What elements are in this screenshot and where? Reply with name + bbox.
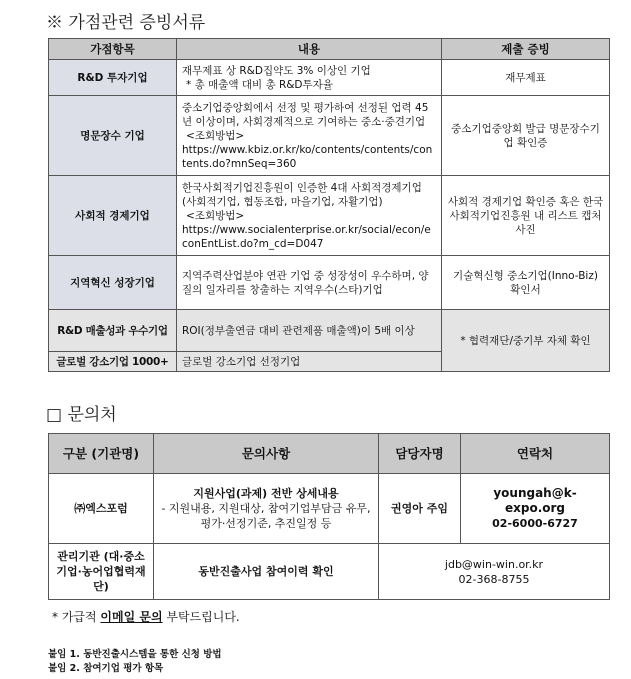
item-cell: 지역혁신 성장기업	[49, 256, 177, 310]
contact-cell	[379, 544, 610, 600]
lookup-url[interactable]: https://www.kbiz.or.kr/ko/contents/contents/contents.do?mnSeq=360	[182, 143, 433, 170]
table-row	[49, 310, 610, 352]
content-cell: 글로벌 강소기업 선정기업	[177, 352, 442, 372]
manager-cell: 권영아 주임	[379, 474, 461, 544]
content-line: <조회방법>	[186, 129, 245, 142]
contact-cell	[461, 474, 610, 544]
content-line: * 총 매출액 대비 총 R&D투자율	[186, 78, 333, 91]
contact-table-header	[49, 434, 610, 474]
inquiry-detail: - 지원내용, 지원대상, 참여기업부담금 유무, 평가·선정기준, 추진일정 등	[161, 502, 371, 530]
header-doc: 제출 증빙	[442, 39, 610, 60]
content-cell	[177, 96, 442, 176]
content-line: 재무제표 상 R&D집약도 3% 이상인 기업	[182, 64, 371, 77]
header-inquiry: 문의사항	[154, 434, 379, 474]
contact-table	[48, 433, 610, 600]
evidence-table	[48, 38, 610, 372]
section2-title: □ 문의처	[46, 405, 117, 425]
org-cell: ㈜엑스포럼	[49, 474, 154, 544]
item-cell: R&D 매출성과 우수기업	[49, 310, 177, 352]
inquiry-cell	[154, 474, 379, 544]
attachment-1: 붙임 1. 동반진출시스템을 통한 신청 방법	[48, 649, 222, 660]
attachment-2: 붙임 2. 참여기업 평가 항목	[48, 663, 164, 674]
item-cell: R&D 투자기업	[49, 60, 177, 96]
doc-cell: 기술혁신형 중소기업(Inno-Biz) 확인서	[442, 256, 610, 310]
table-row	[49, 96, 610, 176]
table-row	[49, 176, 610, 256]
content-line: <조회방법>	[186, 209, 245, 222]
email-link[interactable]: youngah@k-expo.org	[493, 486, 577, 515]
doc-cell: * 협력재단/중기부 자체 확인	[442, 310, 610, 372]
item-cell: 명문장수 기업	[49, 96, 177, 176]
doc-cell: 중소기업중앙회 발급 명문장수기업 확인증	[442, 96, 610, 176]
item-cell: 사회적 경제기업	[49, 176, 177, 256]
inquiry-cell: 동반진출사업 참여이력 확인	[154, 544, 379, 600]
inquiry-title: 지원사업(과제) 전반 상세내용	[193, 487, 339, 500]
header-item: 가점항목	[49, 39, 177, 60]
content-cell	[177, 60, 442, 96]
content-line: 한국사회적기업진흥원이 인증한 4대 사회적경제기업(사회적기업, 협동조합, 마을기업, 자활기업)	[182, 181, 422, 208]
content-line: 중소기업중앙회에서 선정 및 평가하여 선정된 업력 45년 이상이며, 사회경제적으로 기여하는 중소·중견기업	[182, 101, 429, 128]
table-row	[49, 256, 610, 310]
table-row	[49, 474, 610, 544]
phone-number: 02-6000-6727	[492, 517, 578, 530]
note-prefix: * 가급적	[52, 610, 101, 624]
header-org: 구분 (기관명)	[49, 434, 154, 474]
header-contact: 연락처	[461, 434, 610, 474]
email-link[interactable]: jdb@win-win.or.kr	[444, 557, 544, 571]
phone-number: 02-368-8755	[458, 572, 530, 586]
evidence-table-header	[49, 39, 610, 60]
doc-cell: 사회적 경제기업 확인증 혹은 한국사회적기업진흥원 내 리스트 캡처 사진	[442, 176, 610, 256]
table-row	[49, 544, 610, 600]
content-cell: ROI(정부출연금 대비 관련제품 매출액)이 5배 이상	[177, 310, 442, 352]
header-manager: 담당자명	[379, 434, 461, 474]
note-suffix: 부탁드립니다.	[162, 610, 240, 624]
doc-cell: 재무제표	[442, 60, 610, 96]
lookup-url[interactable]: https://www.socialenterprise.or.kr/social/econ/econEntList.do?m_cd=D047	[182, 223, 431, 250]
note	[52, 608, 240, 625]
content-cell	[177, 176, 442, 256]
header-content: 내용	[177, 39, 442, 60]
content-cell: 지역주력산업분야 연관 기업 중 성장성이 우수하며, 양질의 일자리를 창출하는 지역우수(스타)기업	[177, 256, 442, 310]
item-cell: 글로벌 강소기업 1000+	[49, 352, 177, 372]
section1-title: ※ 가점관련 증빙서류	[46, 13, 206, 33]
note-emphasis: 이메일 문의	[100, 610, 163, 624]
table-row	[49, 60, 610, 96]
org-cell: 관리기관 (대·중소기업·농어업협력재단)	[49, 544, 154, 600]
